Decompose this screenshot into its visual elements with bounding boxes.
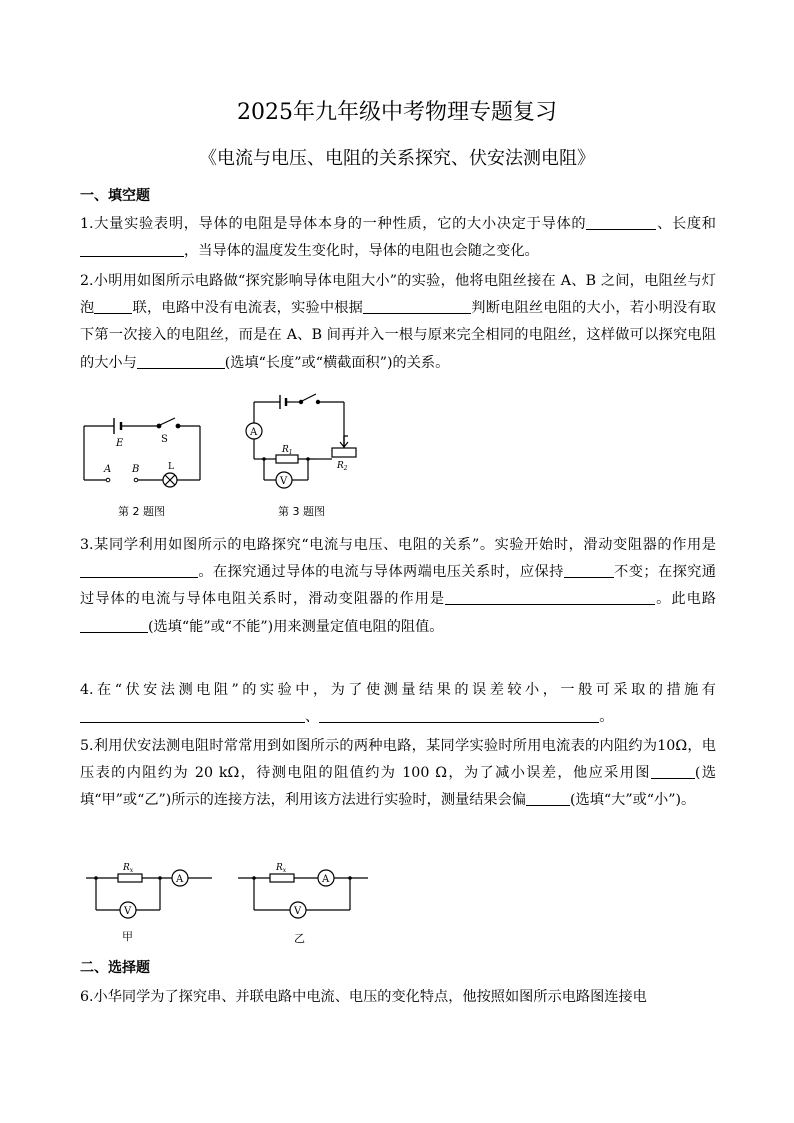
question-5-text-b: (选填“甲”或“乙”)所示的连接方法，利用该方法进行实验时，测量结果会偏 bbox=[80, 765, 717, 809]
label-s: S bbox=[161, 434, 168, 445]
question-3-text-a: 3.某同学利用如图所示的电路探究“电流与电压、电阻的关系”。实验开始时，滑动变阻器的作用是 bbox=[80, 537, 716, 553]
question-3 bbox=[80, 532, 716, 641]
question-3-text-e: (选填“能”或“不能”)用来测量定值电阻的阻值。 bbox=[148, 618, 444, 635]
question-4-text-c: 。 bbox=[599, 709, 614, 726]
answer-blank[interactable] bbox=[80, 562, 198, 578]
section-heading-fill-blank: 一、填空题 bbox=[80, 188, 150, 204]
question-2-text-b: 联，电路中没有电流表，实验中根据 bbox=[132, 300, 364, 317]
question-4-text-a: 4.在“伏安法测电阻”的实验中，为了使测量结果的误差较小，一般可采取的措施有 bbox=[80, 682, 716, 698]
label-a: A bbox=[104, 464, 112, 475]
answer-blank[interactable] bbox=[445, 589, 655, 605]
voltmeter-label: V bbox=[280, 476, 288, 487]
ammeter-label: A bbox=[250, 427, 258, 438]
figure-5-circuit-yi bbox=[236, 858, 376, 926]
question-4 bbox=[80, 677, 716, 731]
ammeter-label: A bbox=[176, 874, 184, 885]
question-6 bbox=[80, 984, 716, 1011]
question-4-text-b: 、 bbox=[305, 709, 320, 726]
question-5 bbox=[80, 733, 716, 815]
question-1-text-a: 1.大量实验表明，导体的电阻是导体本身的一种性质，它的大小决定于导体的 bbox=[80, 216, 587, 232]
question-3-text-c: 不变；在探究通过导体的电流与导体电阻关系时，滑动变阻器的作用是 bbox=[80, 564, 716, 608]
figure-5-yi-caption: 乙 bbox=[294, 932, 305, 945]
question-6-text-a: 6.小华同学为了探究串、并联电路中电流、电压的变化特点，他按照如图所示电路图连接电 bbox=[80, 989, 647, 1005]
answer-blank[interactable] bbox=[586, 214, 656, 230]
question-1 bbox=[80, 211, 716, 265]
figure-3-caption: 第 3 题图 bbox=[278, 505, 325, 518]
figure-5-jia-caption: 甲 bbox=[122, 930, 133, 943]
answer-blank[interactable] bbox=[94, 298, 132, 314]
question-1-text-c: ，当导体的温度发生变化时，导体的电阻也会随之变化。 bbox=[184, 243, 539, 260]
answer-blank[interactable] bbox=[526, 790, 570, 806]
answer-blank[interactable] bbox=[137, 353, 225, 369]
section-heading-multiple-choice: 二、选择题 bbox=[80, 960, 150, 976]
question-3-text-b: 。在探究通过导体的电流与导体两端电压关系时，应保持 bbox=[198, 564, 564, 581]
voltmeter-label: V bbox=[294, 906, 302, 917]
question-2-text-a: 2.小明用如图所示电路做“探究影响导体电阻大小”的实验，他将电阻丝接在 A、B 之间，电阻丝与灯泡 bbox=[80, 273, 716, 317]
figure-3-circuit bbox=[240, 392, 360, 494]
label-e: E bbox=[116, 438, 124, 449]
rx-label: $R_x$ bbox=[123, 863, 134, 874]
voltmeter-label: V bbox=[124, 906, 132, 917]
figure-2-circuit bbox=[78, 408, 208, 494]
answer-blank[interactable] bbox=[651, 763, 695, 779]
r1-label: $R_1$ bbox=[282, 445, 293, 456]
question-1-text-b: 、长度和 bbox=[656, 216, 716, 232]
figure-5-circuit-jia bbox=[84, 858, 224, 926]
rx-label: $R_x$ bbox=[276, 863, 287, 874]
label-b: B bbox=[132, 464, 140, 475]
answer-blank[interactable] bbox=[80, 707, 305, 723]
question-5-text-a: 5.利用伏安法测电阻时常常用到如图所示的两种电路，某同学实验时所用电流表的内阻约为10Ω，电压表的内阻约为 20 kΩ，待测电阻的阻值约为 100 Ω，为了减小误差，他应采用图 bbox=[80, 738, 716, 782]
figure-2-caption: 第 2 题图 bbox=[118, 505, 165, 518]
ammeter-label: A bbox=[322, 874, 330, 885]
page-title: 2025年九年级中考物理专题复习 bbox=[237, 100, 557, 125]
answer-blank[interactable] bbox=[319, 707, 599, 723]
answer-blank[interactable] bbox=[564, 562, 614, 578]
answer-blank[interactable] bbox=[80, 241, 184, 257]
question-2 bbox=[80, 268, 716, 377]
page-subtitle: 《电流与电压、电阻的关系探究、伏安法测电阻》 bbox=[199, 148, 595, 169]
answer-blank[interactable] bbox=[363, 298, 471, 314]
question-2-text-d: (选填“长度”或“横截面积”)的关系。 bbox=[224, 354, 450, 371]
answer-blank[interactable] bbox=[80, 617, 148, 633]
question-2-text-c: 判断电阻丝电阻的大小，若小明没有取下第一次接入的电阻丝，而是在 A、B 间再并入一根与原来完全相同的电阻丝，这样做可以探究电阻的大小与 bbox=[80, 300, 716, 371]
question-5-text-c: (选填“大”或“小”)。 bbox=[570, 792, 696, 809]
r2-label: $R_2$ bbox=[337, 461, 348, 472]
question-3-text-d: 。此电路 bbox=[655, 591, 716, 608]
label-l: L bbox=[168, 462, 174, 472]
